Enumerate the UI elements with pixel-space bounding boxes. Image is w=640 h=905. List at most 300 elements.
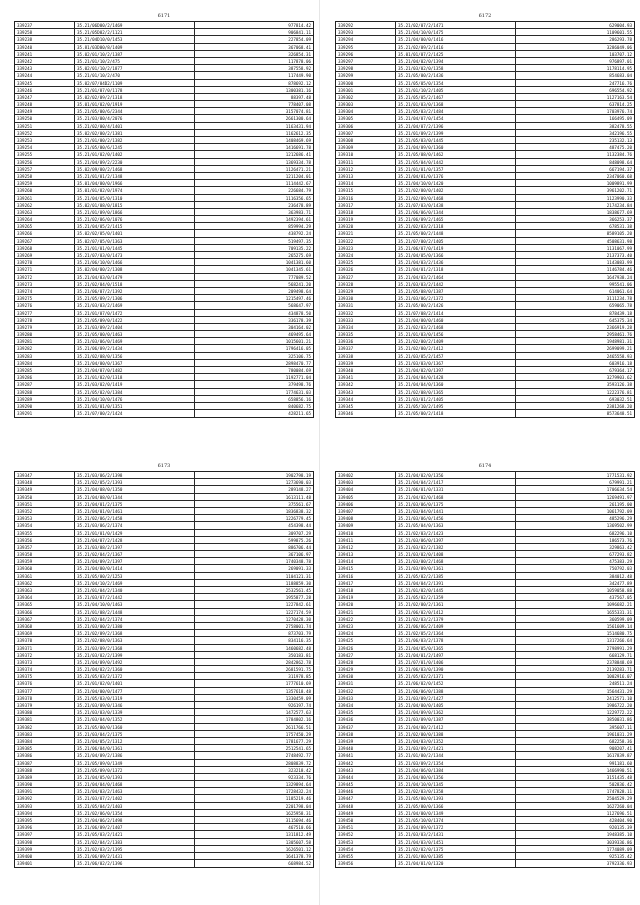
amount-cell: 1002916.07: [606, 674, 632, 680]
table-row: [15, 623, 313, 630]
amount-cell: 209498.64: [288, 288, 311, 294]
record-id-cell: 339344: [336, 396, 396, 402]
record-id-cell: 339314: [336, 180, 396, 186]
reference-code-cell: 35.21/06/07/0/1419: [396, 245, 516, 251]
amount-cell: 629004.93: [609, 23, 632, 28]
record-id-cell: 339397: [15, 831, 75, 837]
reference-code-cell: 35.21/04/01/0/1320: [396, 860, 516, 867]
reference-code-cell: 35.21/01/01/0/1357: [396, 166, 516, 172]
record-id-cell: 339284: [15, 360, 75, 366]
table-row: [336, 115, 634, 122]
record-id-cell: 339286: [15, 374, 75, 380]
record-id-cell: 339243: [15, 65, 75, 71]
reference-code-cell: 35.21/06/03/2/1378: [396, 637, 516, 643]
table-row: [15, 94, 313, 101]
reference-code-cell: 35.21/04/00/0/1416: [396, 36, 516, 42]
table-row: [15, 738, 313, 745]
record-id-cell: 339242: [15, 58, 75, 64]
record-id-cell: 339238: [15, 36, 75, 42]
record-id-cell: 339381: [15, 716, 75, 722]
record-id-cell: 339282: [15, 345, 75, 351]
record-id-cell: 339321: [336, 230, 396, 236]
page-number: 6172: [478, 13, 492, 19]
amount-cell: 1127163.54: [606, 94, 632, 100]
amount-cell: 834116.35: [288, 638, 311, 644]
reference-code-cell: 35.21/04/09/2/1397: [75, 558, 195, 564]
table-row: [15, 609, 313, 616]
reference-code-cell: 35.21/05/05/0/1354: [396, 80, 516, 86]
reference-code-cell: 35.21/02/03/2/1468: [396, 324, 516, 330]
reference-code-cell: 35.21/06/06/0/1388: [396, 688, 516, 694]
table-row: [15, 144, 313, 151]
reference-code-cell: 35.21/05/02/2/1359: [396, 594, 516, 600]
record-id-cell: 339401: [15, 860, 75, 867]
reference-code-cell: 35.21/04/04/0/1468: [75, 781, 195, 787]
amount-cell: 1492394.61: [285, 217, 311, 223]
reference-code-cell: 35.21/04/10/0/1420: [396, 180, 516, 186]
table-row: [15, 216, 313, 223]
table-row: [15, 846, 313, 853]
record-id-cell: 339447: [336, 795, 396, 801]
record-id-cell: 339405: [336, 494, 396, 500]
amount-cell: 1329894.64: [285, 782, 311, 788]
reference-code-cell: 35.02/04/00/2/1308: [75, 266, 195, 272]
amount-cell: 117449.90: [288, 73, 311, 79]
amount-cell: 658856.16: [288, 396, 311, 402]
reference-code-cell: 35.21/04/07/2/1428: [75, 537, 195, 543]
amount-cell: 1781677.29: [285, 738, 311, 744]
table-row: [15, 108, 313, 115]
amount-cell: 2381268.20: [606, 403, 632, 409]
amount-cell: 1747828.11: [606, 789, 632, 795]
record-id-cell: 339271: [15, 266, 75, 272]
record-id-cell: 339358: [15, 551, 75, 557]
record-id-cell: 339249: [15, 108, 75, 114]
record-id-cell: 339362: [15, 580, 75, 586]
table-row: [15, 367, 313, 374]
reference-code-cell: 35.21/03/04/0/1352: [75, 716, 195, 722]
table-row: [15, 187, 313, 194]
record-id-cell: 339437: [336, 724, 396, 730]
amount-cell: 1116356.65: [285, 195, 311, 201]
record-id-cell: 339291: [15, 410, 75, 417]
amount-cell: 1641378.79: [285, 853, 311, 859]
amount-cell: 1300381.16: [285, 87, 311, 93]
amount-cell: 1561609.14: [606, 623, 632, 629]
record-id-cell: 339409: [336, 522, 396, 528]
amount-cell: 3286049.06: [606, 44, 632, 50]
reference-code-cell: 35.21/05/03/2/1372: [75, 673, 195, 679]
table-row: [336, 637, 634, 644]
amount-cell: 682296.10: [609, 530, 632, 536]
table-row: [336, 274, 634, 281]
record-id-cell: 339289: [15, 396, 75, 402]
record-id-cell: 339299: [336, 72, 396, 78]
table-row: [15, 522, 313, 529]
record-id-cell: 339433: [336, 695, 396, 701]
table-row: [15, 180, 313, 187]
reference-code-cell: 35.21/04/03/2/1463: [75, 788, 195, 794]
amount-cell: 1109601.55: [606, 30, 632, 36]
reference-code-cell: 35.21/01/10/2/1405: [396, 87, 516, 93]
table-row: [336, 537, 634, 544]
record-id-cell: 339327: [336, 274, 396, 280]
table-row: [336, 817, 634, 824]
record-id-cell: 339353: [15, 515, 75, 521]
table-row: [15, 331, 313, 338]
record-id-cell: 339293: [336, 29, 396, 35]
record-id-cell: 339413: [336, 551, 396, 557]
record-id-cell: 339294: [336, 36, 396, 42]
record-id-cell: 339261: [15, 195, 75, 201]
reference-code-cell: 35.02/01/10/2/1387: [75, 51, 195, 57]
reference-code-cell: 35.21/06/02/0/1412: [396, 609, 516, 615]
reference-code-cell: 35.21/04/09/0/1372: [396, 824, 516, 830]
reference-code-cell: 35.21/04/03/0/1451: [396, 839, 516, 845]
reference-code-cell: 35.21/01/02/0/1402: [75, 151, 195, 157]
record-id-cell: 339255: [15, 151, 75, 157]
amount-cell: 603916.18: [609, 360, 632, 366]
reference-code-cell: 35.21/02/00/4/1401: [75, 123, 195, 129]
reference-code-cell: 35.21/04/05/2/1415: [75, 223, 195, 229]
record-id-cell: 339301: [336, 87, 396, 93]
amount-cell: 1774089.09: [606, 846, 632, 852]
reference-code-cell: 35.21/05/00/6/1245: [75, 144, 195, 150]
reference-code-cell: 35.21/06/01/0/1331: [396, 486, 516, 492]
reference-code-cell: 35.21/01/09/0/1866: [75, 209, 195, 215]
table-row: [336, 522, 634, 529]
table-row: [15, 594, 313, 601]
record-id-cell: 339448: [336, 803, 396, 809]
reference-code-cell: 35.21/04/07/2/1396: [396, 123, 516, 129]
amount-cell: 1961031.29: [606, 731, 632, 737]
amount-cell: 1227842.61: [285, 602, 311, 608]
amount-cell: 778407.08: [288, 102, 311, 108]
amount-cell: 265275.69: [288, 253, 311, 258]
record-id-cell: 339277: [15, 310, 75, 316]
record-id-cell: 339365: [15, 601, 75, 607]
reference-code-cell: 35.21/04/03/2/1436: [396, 259, 516, 265]
record-id-cell: 339237: [15, 22, 75, 28]
table-row: [336, 745, 634, 752]
table-row: [336, 216, 634, 223]
amount-cell: 1466990.51: [606, 767, 632, 773]
amount-cell: 1132384.76: [606, 152, 632, 158]
record-id-cell: 339297: [336, 58, 396, 64]
table-row: [336, 44, 634, 51]
record-id-cell: 339451: [336, 824, 396, 830]
record-id-cell: 339306: [336, 123, 396, 129]
record-id-cell: 339319: [336, 216, 396, 222]
table-row: [336, 494, 634, 501]
record-id-cell: 339403: [336, 479, 396, 485]
reference-code-cell: 35.21/03/07/2/1442: [75, 594, 195, 600]
reference-code-cell: 35.21/03/06/0/1397: [396, 537, 516, 543]
table-row: [336, 324, 634, 331]
amount-cell: 1948385.10: [606, 832, 632, 838]
reference-code-cell: 35.21/02/03/2/1318: [396, 223, 516, 229]
reference-code-cell: 35.21/07/03/0/1438: [396, 202, 516, 208]
reference-code-cell: 35.21/03/03/2/1469: [75, 302, 195, 308]
record-id-cell: 339363: [15, 587, 75, 593]
reference-code-cell: 35.21/01/03/0/1368: [396, 101, 516, 107]
table-row: [336, 396, 634, 403]
table-row: [15, 223, 313, 230]
table-row: [336, 652, 634, 659]
record-id-cell: 339369: [15, 630, 75, 636]
table-row: [336, 58, 634, 65]
reference-code-cell: 35.21/02/04/0/1518: [75, 281, 195, 287]
amount-cell: 2366919.28: [606, 324, 632, 330]
reference-code-cell: 35.21/03/02/0/1408: [396, 551, 516, 557]
amount-cell: 3850031.86: [606, 717, 632, 723]
reference-code-cell: 35.01/04/00/0/1966: [75, 180, 195, 186]
amount-cell: 1357618.48: [285, 688, 311, 694]
record-id-cell: 339372: [15, 652, 75, 658]
table-row: [15, 515, 313, 522]
reference-code-cell: 35.21/04/00/0/1477: [75, 688, 195, 694]
table-row: [336, 29, 634, 36]
record-id-cell: 339386: [15, 752, 75, 758]
reference-code-cell: 35.21/03/09/2/1421: [396, 745, 516, 751]
record-id-cell: 339295: [336, 44, 396, 50]
table-row: [336, 338, 634, 345]
reference-code-cell: 35.21/06D00/2/1469: [75, 22, 195, 28]
amount-cell: 269091.33: [288, 566, 311, 572]
reference-code-cell: 35.21/05/03/0/1445: [396, 137, 516, 143]
reference-code-cell: 35.21/01/02/0/1318: [75, 374, 195, 380]
table-row: [336, 860, 634, 867]
record-id-cell: 339360: [15, 565, 75, 571]
table-row: [336, 501, 634, 508]
record-id-cell: 339454: [336, 846, 396, 852]
record-id-cell: 339418: [336, 587, 396, 593]
reference-code-cell: 35.21/03/02/0/1419: [75, 381, 195, 387]
amount-cell: 8589105.20: [606, 231, 632, 237]
reference-code-cell: 35.21/02/08/0/1356: [75, 353, 195, 359]
amount-cell: 469495.64: [288, 332, 311, 338]
amount-cell: 1838677.69: [606, 209, 632, 215]
record-id-cell: 339411: [336, 537, 396, 543]
table-row: [336, 630, 634, 637]
amount-cell: 1131067.99: [606, 245, 632, 251]
record-id-cell: 339387: [15, 760, 75, 766]
record-id-cell: 339446: [336, 788, 396, 794]
reference-code-cell: 35.21/03/04/0/1441: [396, 508, 516, 514]
record-id-cell: 339380: [15, 709, 75, 715]
reference-code-cell: 35.21/04/00/2/1412: [396, 724, 516, 730]
record-id-cell: 339240: [15, 44, 75, 50]
amount-cell: 395607.11: [609, 724, 632, 730]
reference-code-cell: 35.21/03/05/2/1457: [396, 353, 516, 359]
amount-cell: 1059058.88: [606, 588, 632, 593]
table-row: [336, 839, 634, 846]
page-number: 6171: [157, 13, 171, 19]
amount-cell: 1627260.04: [606, 803, 632, 809]
amount-cell: 2798991.29: [606, 645, 632, 651]
record-id-cell: 339315: [336, 187, 396, 193]
amount-cell: 677293.82: [609, 552, 632, 558]
record-id-cell: 339288: [15, 389, 75, 395]
amount-cell: 1211204.01: [285, 173, 311, 179]
table-row: [336, 530, 634, 537]
amount-cell: 2661300.64: [285, 116, 311, 122]
record-id-cell: 339274: [15, 288, 75, 294]
reference-code-cell: 35.21/06/09/2/1434: [75, 345, 195, 351]
table-row: [336, 151, 634, 158]
table-row: [15, 345, 313, 352]
amount-cell: 878692.12: [288, 80, 311, 86]
record-id-cell: 339303: [336, 101, 396, 107]
amount-cell: 1229772.22: [606, 710, 632, 716]
record-id-cell: 339373: [15, 659, 75, 665]
amount-cell: 2898470.77: [285, 360, 311, 366]
table-row: [336, 810, 634, 817]
record-id-cell: 339264: [15, 216, 75, 222]
reference-code-cell: 35.21/05/00/0/1360: [75, 724, 195, 730]
reference-code-cell: 35.21/05/00/2/1426: [396, 302, 516, 308]
table-row: [336, 108, 634, 115]
spread-divider: [319, 0, 320, 905]
amount-cell: 1009891.99: [606, 181, 632, 187]
amount-cell: 1564431.29: [606, 688, 632, 694]
amount-cell: 2347060.68: [606, 173, 632, 179]
reference-code-cell: 35.21/01/00/2/1344: [396, 752, 516, 758]
reference-code-cell: 35.21/04/09/0/1492: [75, 659, 195, 665]
record-id-cell: 339393: [15, 803, 75, 809]
amount-cell: 363983.71: [288, 209, 311, 215]
record-id-cell: 339388: [15, 767, 75, 773]
record-id-cell: 339313: [336, 173, 396, 179]
reference-code-cell: 35.21/04/02/2/1360: [75, 666, 195, 672]
reference-code-cell: 35.21/01/02/0/1445: [396, 587, 516, 593]
reference-code-cell: 35.21/05/09/0/1349: [75, 760, 195, 766]
amount-cell: 873703.79: [288, 631, 311, 637]
record-id-cell: 339354: [15, 522, 75, 528]
table-row: [336, 795, 634, 802]
reference-code-cell: 35.21/03/06/2/1374: [75, 522, 195, 528]
table-row: [15, 310, 313, 317]
table-row: [336, 36, 634, 43]
table-row: [15, 295, 313, 302]
reference-code-cell: 35.21/05/10/2/1495: [396, 403, 516, 409]
table-row: [15, 486, 313, 493]
reference-code-cell: 35.21/04/00/0/1460: [396, 317, 516, 323]
amount-cell: 1311812.49: [285, 832, 311, 838]
amount-cell: 117878.06: [288, 58, 311, 64]
reference-code-cell: 35.21/05/04/2/1403: [75, 803, 195, 809]
record-id-cell: 339265: [15, 223, 75, 229]
table-row: [336, 389, 634, 396]
reference-code-cell: 35.21/02/06/2/1458: [75, 515, 195, 521]
record-id-cell: 339241: [15, 51, 75, 57]
table-row: [15, 22, 313, 29]
amount-cell: 342196.55: [609, 130, 632, 136]
record-id-cell: 339441: [336, 752, 396, 758]
amount-cell: 991181.60: [609, 760, 632, 766]
reference-code-cell: 35.21/05/04/0/1363: [396, 522, 516, 528]
amount-cell: 367068.41: [288, 44, 311, 50]
table-row: [336, 381, 634, 388]
amount-cell: 614061.64: [609, 288, 632, 294]
reference-code-cell: 35.21/06/07/2/1392: [75, 288, 195, 294]
record-id-cell: 339332: [336, 310, 396, 316]
reference-code-cell: 35.21/05/00/2/1448: [396, 230, 516, 236]
table-row: [15, 616, 313, 623]
reference-code-cell: 35.21/03/06/2/1398: [75, 472, 195, 478]
amount-cell: 908207.41: [609, 746, 632, 752]
reference-code-cell: 35.21/04/01/0/1376: [396, 173, 516, 179]
record-id-cell: 339452: [336, 831, 396, 837]
amount-cell: 2139283.71: [606, 667, 632, 673]
table-row: [336, 259, 634, 266]
amount-cell: 750792.03: [609, 566, 632, 572]
record-id-cell: 339442: [336, 760, 396, 766]
amount-cell: 1192771.04: [285, 375, 311, 381]
amount-cell: 1126471.21: [285, 166, 311, 172]
amount-cell: 304164.02: [288, 324, 311, 330]
amount-cell: 693032.51: [609, 396, 632, 402]
record-id-cell: 339256: [15, 159, 75, 165]
table-row: [15, 501, 313, 508]
table-row: [336, 479, 634, 486]
reference-code-cell: 35.21/03/02/2/1382: [396, 544, 516, 550]
record-id-cell: 339312: [336, 166, 396, 172]
reference-code-cell: 35.21/05/03/2/1484: [396, 108, 516, 114]
record-id-cell: 339423: [336, 623, 396, 629]
table-row: [15, 630, 313, 637]
record-id-cell: 339317: [336, 202, 396, 208]
amount-cell: 840682.75: [288, 403, 311, 409]
reference-code-cell: 35.21/03/08/2/1397: [75, 544, 195, 550]
record-id-cell: 339400: [15, 853, 75, 859]
record-id-cell: 339252: [15, 130, 75, 136]
reference-code-cell: 35.21/06/04/0/1361: [75, 745, 195, 751]
table-row: [336, 594, 634, 601]
table-row: [336, 680, 634, 687]
amount-cell: 2681591.75: [285, 667, 311, 673]
record-id-cell: 339412: [336, 544, 396, 550]
amount-cell: 1178114.95: [606, 66, 632, 72]
record-id-cell: 339244: [15, 72, 75, 78]
table-row: [336, 266, 634, 273]
record-id-cell: 339384: [15, 738, 75, 744]
reference-code-cell: 35.21/05/00/2/1436: [396, 72, 516, 78]
amount-cell: 1408469.69: [285, 138, 311, 143]
table-row: [336, 317, 634, 324]
table-row: [336, 252, 634, 259]
amount-cell: 906841.11: [288, 30, 311, 36]
table-row: [15, 601, 313, 608]
amount-cell: 1317266.64: [606, 638, 632, 644]
record-id-cell: 339298: [336, 65, 396, 71]
table-row: [336, 238, 634, 245]
record-id-cell: 339356: [15, 537, 75, 543]
reference-code-cell: 35.21/04D10/0/1453: [75, 36, 195, 42]
reference-code-cell: 35.21/04/04/2/1391: [396, 580, 516, 586]
amount-cell: 2758001.74: [285, 623, 311, 629]
table-row: [336, 195, 634, 202]
table-row: [15, 130, 313, 137]
reference-code-cell: 35.21/02/09/0/1468: [396, 195, 516, 201]
table-row: [336, 587, 634, 594]
table-row: [15, 374, 313, 381]
table-row: [15, 817, 313, 824]
table-row: [336, 709, 634, 716]
record-id-cell: 339310: [336, 151, 396, 157]
record-id-cell: 339253: [15, 137, 75, 143]
reference-code-cell: 35.21/01/03/0/1456: [396, 331, 516, 337]
